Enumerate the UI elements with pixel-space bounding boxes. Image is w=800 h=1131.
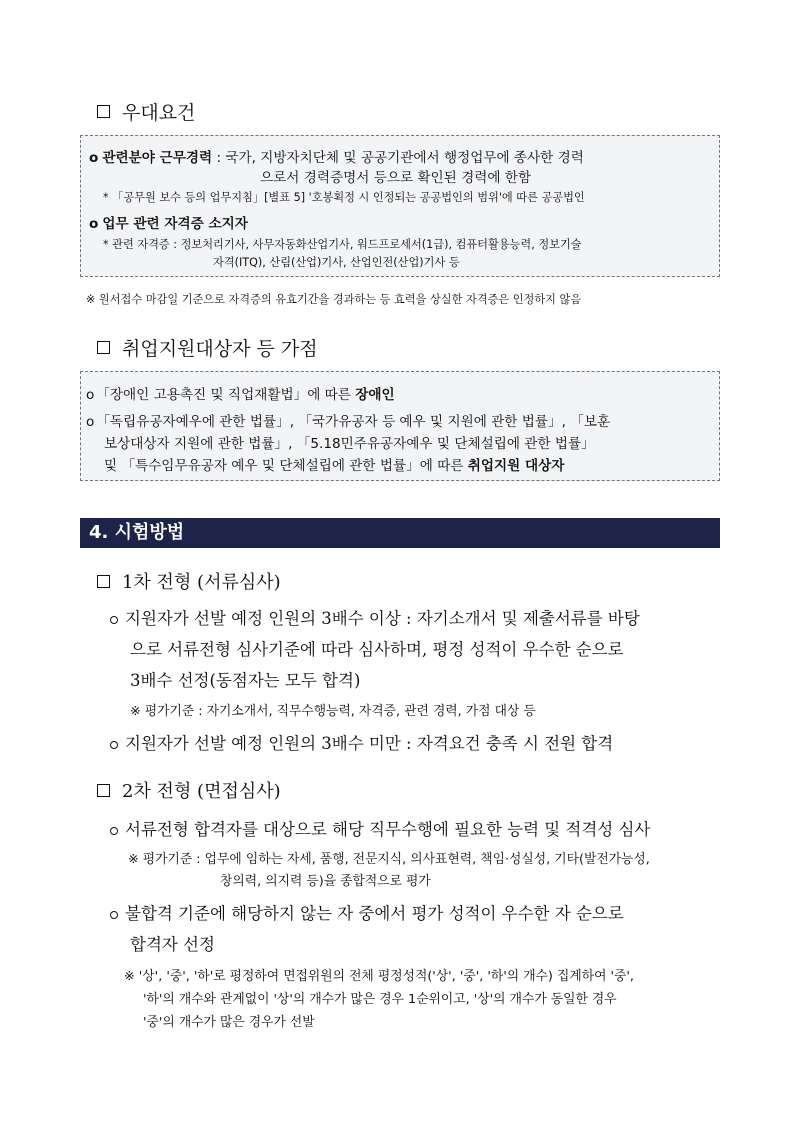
stage2-note2: ※ '상', '중', '하'로 평정하여 면접위원의 전체 평정성적('상', '중', '하'의 개수) 집계하여 '중',	[124, 969, 634, 984]
bonus-item-disabled: o 「장애인 고용촉진 및 직업재활법」에 따른 장애인	[86, 387, 395, 403]
pref-footnote: ※ 원서접수 마감일 기준으로 자격증의 유효기간을 경과하는 등 효력을 상실한 자격증은 인정하지 않음	[86, 293, 582, 306]
stage2-note1-cont: 창의력, 의지력 등)을 종합적으로 평가	[220, 874, 431, 889]
bullet-circle-icon	[110, 827, 118, 835]
checkbox-square-icon	[97, 575, 110, 588]
stage2-heading: 2차 전형 (면접심사)	[97, 777, 281, 803]
preference-heading: 우대요건	[97, 98, 195, 125]
stage1-item-under: 지원자가 선발 예정 인원의 3배수 미만 : 자격요건 충족 시 전원 합격	[110, 730, 613, 754]
section-title-bar: 4. 시험방법	[80, 518, 720, 548]
stage2-note2-cont2: '중'의 개수가 많은 경우가 선발	[143, 1015, 315, 1030]
bonus-heading: 취업지원대상자 등 가점	[97, 334, 318, 361]
bonus-item-veterans-cont2: 및 「특수임무유공자 예우 및 단체설립에 관한 법률」에 따른 취업지원 대상자	[104, 458, 565, 474]
stage2-note2-cont: '하'의 개수와 관계없이 '상'의 개수가 많은 경우 1순위이고, '상'의 개수가 동일한 경우	[143, 992, 617, 1007]
pref-item-cert-note-cont: 자격(ITQ), 산림(산업)기사, 산업인전(산업)기사 등	[213, 256, 460, 269]
bonus-item-veterans: o 「독립유공자예우에 관한 법률」, 「국가유공자 등 예우 및 지원에 관한 법률」, 「보훈	[86, 414, 611, 430]
pref-item-career-note: * 「공무원 보수 등의 업무지침」[별표 5] '호봉획정 시 인정되는 공공법인의 범위'에 따른 공공법인	[103, 191, 585, 204]
bullet-circle-icon	[110, 616, 118, 624]
bonus-item-veterans-cont: 보상대상자 지원에 관한 법률」, 「5.18민주유공자예우 및 단체설립에 관한 법률」	[104, 436, 595, 452]
pref-item-cert-note: * 관련 자격증 : 정보처리기사, 사무자동화산업기사, 워드프로세서(1급), 컴퓨터활용능력, 정보기술	[103, 238, 582, 251]
stage1-item-over: 지원자가 선발 예정 인원의 3배수 이상 : 자기소개서 및 제출서류를 바탕	[110, 605, 640, 629]
pref-item-career: o 관련분야 근무경력 : 국가, 지방자치단체 및 공공기관에서 행정업무에 종사한 경력	[89, 150, 584, 166]
stage2-item-interview: 서류전형 합격자를 대상으로 해당 직무수행에 필요한 능력 및 적격성 심사	[110, 816, 650, 840]
pref-item-career-cont: 으로서 경력증명서 등으로 확인된 경력에 한함	[260, 170, 532, 186]
bullet-circle-icon	[110, 911, 118, 919]
pref-item-cert: o 업무 관련 자격증 소지자	[89, 216, 248, 232]
bullet-circle-icon	[110, 741, 118, 749]
checkbox-square-icon	[97, 784, 110, 797]
stage1-item-over-cont2: 3배수 선정(동점자는 모두 합격)	[130, 671, 361, 690]
checkbox-square-icon	[97, 105, 110, 118]
stage1-heading: 1차 전형 (서류심사)	[97, 568, 281, 594]
stage1-note: ※ 평가기준 : 자기소개서, 직무수행능력, 자격증, 관련 경력, 가점 대상 등	[130, 704, 536, 719]
stage2-item-select: 불합격 기준에 해당하지 않는 자 중에서 평가 성적이 우수한 자 순으로	[110, 900, 624, 924]
stage1-item-over-cont: 으로 서류전형 심사기준에 따라 심사하며, 평정 성적이 우수한 순으로	[130, 640, 624, 659]
stage2-note1: ※ 평가기준 : 업무에 임하는 자세, 품행, 전문지식, 의사표현력, 책임·성실성, 기타(발전가능성,	[128, 852, 650, 867]
checkbox-square-icon	[97, 341, 110, 354]
stage2-item-select-cont: 합격자 선정	[130, 935, 215, 954]
